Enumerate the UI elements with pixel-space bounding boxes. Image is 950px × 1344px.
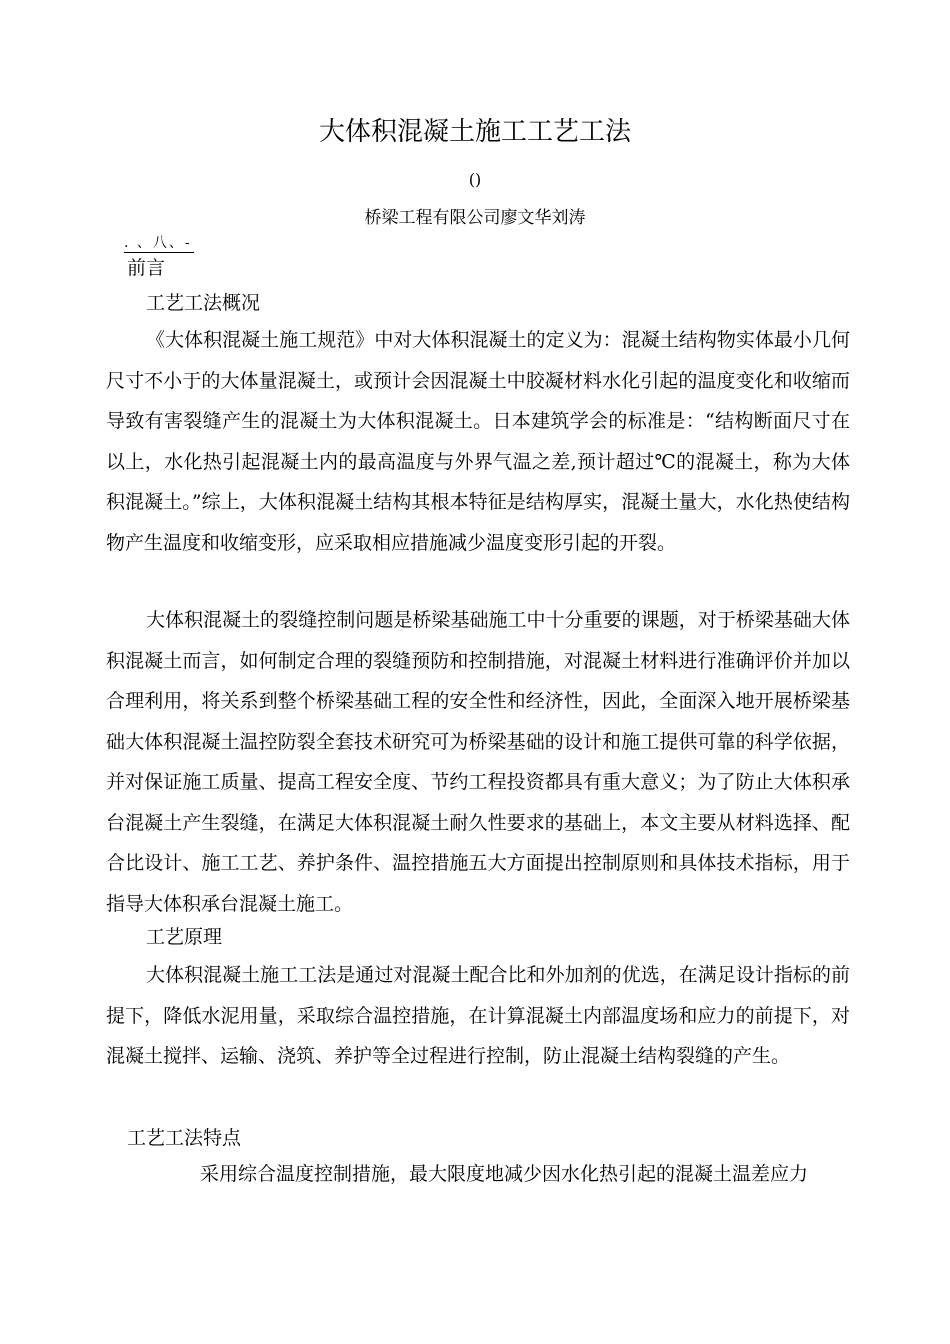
subtitle-parentheses: () — [468, 170, 482, 189]
heading-foreword: 前言 — [127, 257, 166, 279]
document-title: 大体积混凝土施工工艺工法 — [318, 117, 631, 147]
paragraph-principle: 大体积混凝土施工工法是通过对混凝土配合比和外加剂的优选，在满足设计指标的前提下，降低水泥用量，采取综合温控措施，在计算混凝土内部温度场和应力的前提下，对混凝土搅拌、运输、浇筑、养护等全过程进行控制，防止混凝土结构裂缝的产生。 — [106, 964, 850, 1067]
section-mark: . 、八、- — [124, 235, 192, 251]
paragraph-definition: 《大体积混凝土施工规范》中对大体积混凝土的定义为：混凝土结构物实体最小几何尺寸不小于的大体量混凝土，或预计会因混凝土中胶凝材料水化引起的温度变化和收缩而导致有害裂缝产生的混凝土为大体积混凝土。日本建筑学会的标准是：“结构断面尺寸在以上，水化热引起混凝土内的最高温度与外界气温之差,预计超过℃的混凝土，称为大体积混凝土。”综上，大体积混凝土结构其根本特征是结构厚实，混凝土量大，水化热使结构物产生温度和收缩变形，应采取相应措施减少温度变形引起的开裂。 — [106, 329, 850, 554]
author-line: 桥梁工程有限公司廖文华刘涛 — [364, 208, 586, 228]
heading-features: 工艺工法特点 — [127, 1127, 242, 1149]
paragraph-features: 采用综合温度控制措施，最大限度地减少因水化热引起的混凝土温差应力 — [200, 1163, 809, 1185]
heading-overview: 工艺工法概况 — [146, 292, 261, 314]
heading-principle: 工艺原理 — [146, 926, 223, 948]
paragraph-crack-control: 大体积混凝土的裂缝控制问题是桥梁基础施工中十分重要的课题，对于桥梁基础大体积混凝土而言，如何制定合理的裂缝预防和控制措施，对混凝土材料进行准确评价并加以合理利用，将关系到整个桥梁基础工程的安全性和经济性，因此，全面深入地开展桥梁基础大体积混凝土温控防裂全套技术研究可为桥梁基础的设计和施工提供可靠的科学依据，并对保证施工质量、提高工程安全度、节约工程投资都具有重大意义；为了防止大体积承台混凝土产生裂缝，在满足大体积混凝土耐久性要求的基础上，本文主要从材料选择、配合比设计、施工工艺、养护条件、温控措施五大方面提出控制原则和具体技术指标，用于指导大体积承台混凝土施工。 — [106, 609, 850, 915]
